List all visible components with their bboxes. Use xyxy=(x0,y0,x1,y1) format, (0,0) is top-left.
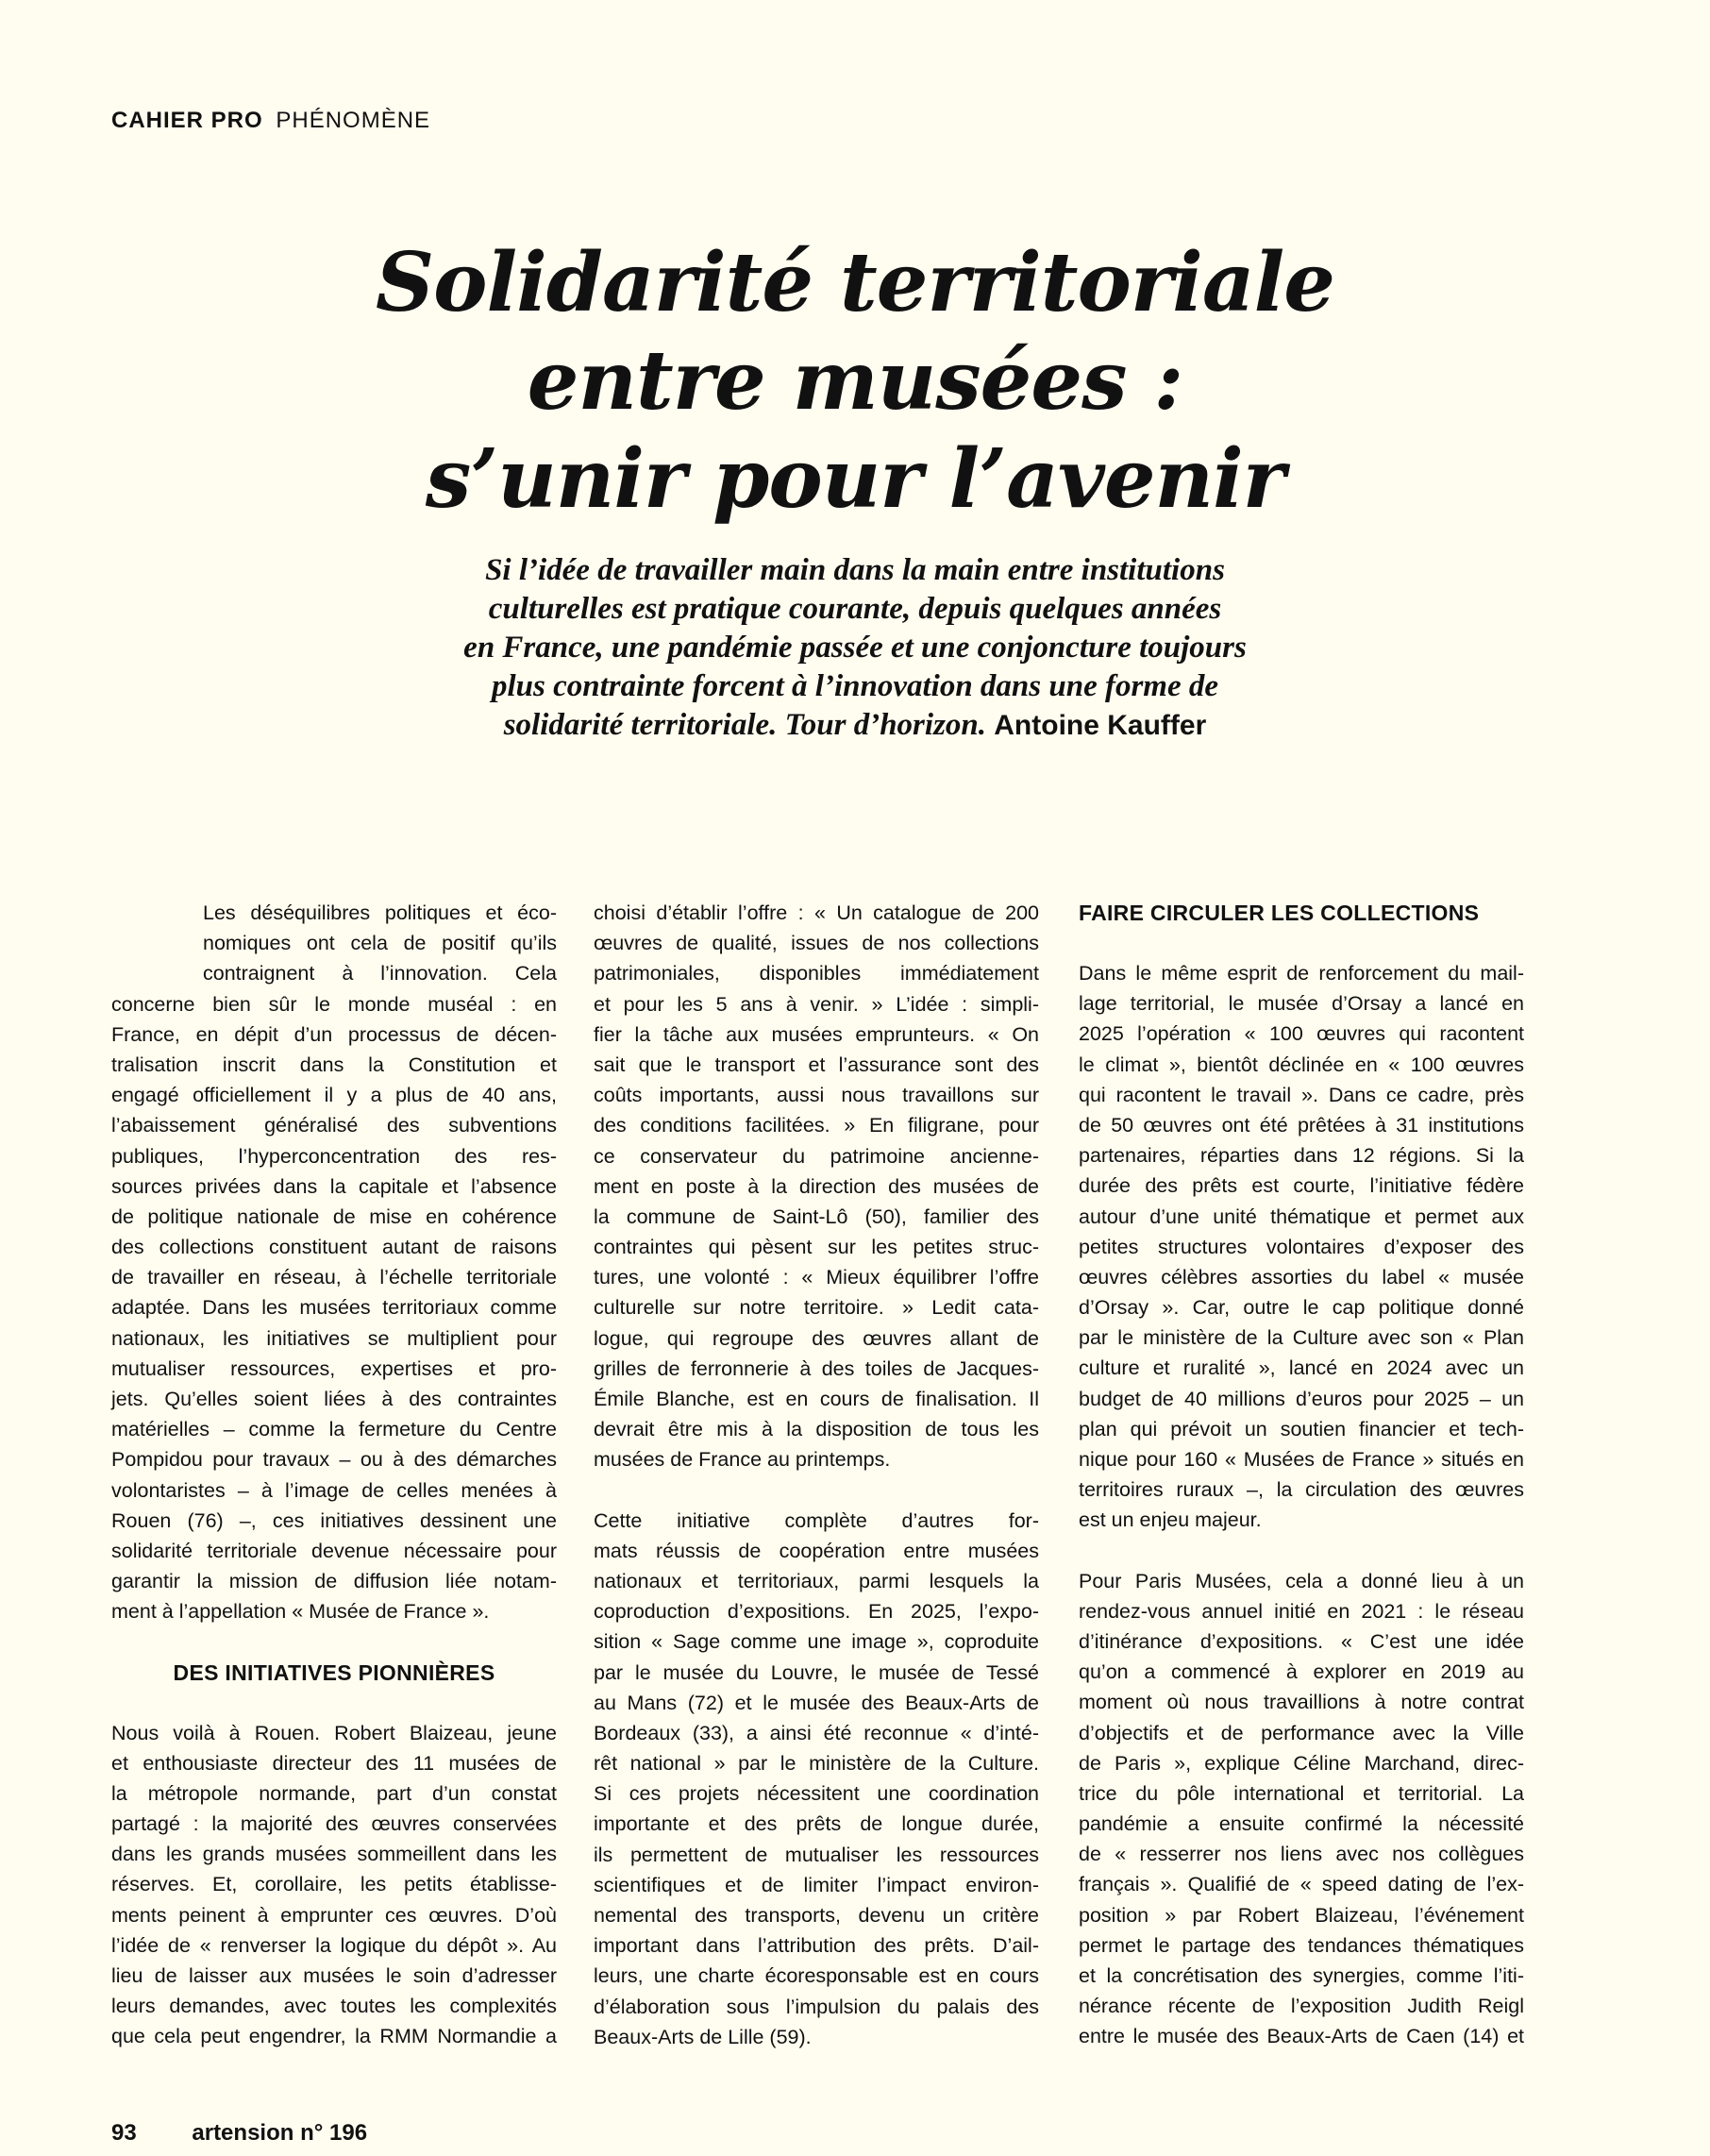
text-line: le climat », bientôt déclinée en « 100 œuvres xyxy=(1079,1053,1524,1076)
text-line: que cela peut engendrer, la RMM Normandie a xyxy=(111,2025,557,2048)
magazine-issue: artension n° 196 xyxy=(192,2120,368,2146)
text-line: nationaux, les initiatives se multiplient pour xyxy=(111,1326,557,1350)
text-line: trice du pôle international et territorial. La xyxy=(1079,1781,1524,1805)
lead-line: Si l’idée de travailler main dans la main entre institutions xyxy=(485,553,1225,587)
text-line: importante et des prêts de longue durée, xyxy=(594,1812,1039,1836)
text-line: jets. Qu’elles soient liées à des contraintes xyxy=(111,1388,557,1410)
text-line: concerne bien sûr le monde muséal : en xyxy=(111,992,557,1016)
lead-line: plus contrainte forcent à l’innovation dans une forme de xyxy=(491,669,1219,703)
text-line: volontaristes – à l’image de celles menées à xyxy=(111,1478,557,1502)
text-line: sition « Sage comme une image », coproduite xyxy=(594,1630,1039,1654)
text-line: tures, une volonté : « Mieux équilibrer l’offre xyxy=(594,1266,1039,1289)
column-3 xyxy=(1079,898,1524,2052)
text-line: Beaux-Arts de Lille (59). xyxy=(594,2025,812,2048)
text-line: des conditions facilitées. » En filigrane, pour xyxy=(594,1114,1039,1137)
lead-line: en France, une pandémie passée et une conjoncture toujours xyxy=(463,631,1247,665)
column-1 xyxy=(111,898,557,2052)
text-line: d’objectifs et de performance avec la Ville xyxy=(1079,1721,1524,1744)
text-line: d’élaboration sous l’impulsion du palais des xyxy=(594,1995,1039,2018)
text-line: publiques, l’hyperconcentration des res- xyxy=(111,1144,557,1168)
text-line: nique pour 160 « Musées de France » situés en xyxy=(1079,1448,1524,1471)
title-line: entre musées : xyxy=(527,333,1183,429)
text-line: nationaux et territoriaux, parmi lesquels la xyxy=(594,1569,1039,1592)
text-line: l’idée de « renverser la logique du dépôt ». Au xyxy=(111,1933,557,1957)
text-line: Dans le même esprit de renforcement du mail- xyxy=(1079,962,1524,985)
text-line: plan qui prévoit un soutien financier et tech- xyxy=(1079,1417,1524,1440)
text-line: logue, qui regroupe des œuvres allant de xyxy=(594,1326,1039,1350)
text-line: territoires ruraux –, la circulation des œuvres xyxy=(1079,1478,1524,1502)
text-line: sources privées dans la capitale et l’absence xyxy=(111,1174,557,1198)
text-line: Rouen (76) –, ces initiatives dessinent une xyxy=(111,1508,557,1532)
page-number: 93 xyxy=(111,2120,137,2146)
text-line: engagé officiellement il y a plus de 40 ans, xyxy=(111,1084,557,1107)
paragraph-gap xyxy=(1079,928,1524,958)
body-paragraph xyxy=(594,898,1039,1475)
text-line: Cette initiative complète d’autres for- xyxy=(594,1508,1039,1532)
section-subheading: DES INITIATIVES PIONNIÈRES xyxy=(173,1659,495,1685)
text-line: la métropole normande, part d’un constat xyxy=(111,1781,557,1805)
text-line: partenaires, réparties dans 12 régions. Si la xyxy=(1079,1144,1524,1168)
text-line: partagé : la majorité des œuvres conservées xyxy=(111,1812,557,1836)
text-line: ment en poste à la direction des musées de xyxy=(594,1174,1039,1198)
text-line: Pompidou pour travaux – ou à des démarches xyxy=(111,1448,557,1472)
text-line: Si ces projets nécessitent une coordination xyxy=(594,1782,1039,1806)
text-line: tralisation inscrit dans la Constitution et xyxy=(111,1053,557,1076)
lead-line xyxy=(0,706,1710,745)
text-line: devrait être mis à la disposition de tous les xyxy=(594,1418,1039,1441)
text-line: de politique nationale de mise en cohérence xyxy=(111,1204,557,1228)
text-line: moment où nous travaillions à notre contrat xyxy=(1079,1691,1524,1714)
text-line: rendez-vous annuel initié en 2021 : le réseau xyxy=(1079,1599,1524,1623)
paragraph-gap xyxy=(111,1688,557,1718)
article-title xyxy=(0,234,1710,529)
text-line: leurs, une charte écoresponsable est en cours xyxy=(594,1964,1039,1988)
text-line: sait que le transport et l’assurance sont des xyxy=(594,1053,1039,1076)
text-line: patrimoniales, disponibles immédiatement xyxy=(594,962,1039,985)
column-2 xyxy=(594,898,1039,2052)
body-paragraph xyxy=(1079,1566,1524,2052)
text-line: Pour Paris Musées, cela a donné lieu à un xyxy=(1079,1569,1524,1592)
body-paragraph xyxy=(111,1718,557,2052)
text-line: solidarité territoriale devenue nécessaire pour xyxy=(111,1539,557,1562)
lead-line: culturelles est pratique courante, depuis quelques années xyxy=(488,592,1222,626)
text-line: la commune de Saint-Lô (50), familier des xyxy=(594,1204,1039,1228)
text-line: et enthousiaste directeur des 11 musées de xyxy=(111,1751,557,1775)
text-line: ils permettent de mutualiser les ressources xyxy=(594,1843,1039,1866)
text-line: réserves. Et, corollaire, les petits établisse- xyxy=(111,1873,557,1896)
section-subheading: FAIRE CIRCULER LES COLLECTIONS xyxy=(1079,901,1480,925)
text-line: et la concrétisation des synergies, comme l’iti- xyxy=(1079,1964,1524,1987)
text-line: mutualiser ressources, expertises et pro- xyxy=(111,1356,557,1380)
text-line: fier la tâche aux musées emprunteurs. « On xyxy=(594,1022,1039,1046)
text-line: Les déséquilibres politiques et éco- xyxy=(203,901,557,924)
text-line: pandémie a ensuite confirmé la nécessité xyxy=(1079,1812,1524,1836)
text-line: important dans l’attribution des prêts. D’ail- xyxy=(594,1934,1039,1958)
text-line: coûts importants, aussi nous travaillons sur xyxy=(594,1084,1039,1107)
text-line: entre le musée des Beaux-Arts de Caen (14) et xyxy=(1079,2025,1524,2048)
text-line: matérielles – comme la fermeture du Centre xyxy=(111,1418,557,1441)
text-line: lage territorial, le musée d’Orsay a lancé en xyxy=(1079,992,1524,1016)
text-line: de « resserrer nos liens avec nos collègues xyxy=(1079,1843,1524,1866)
text-line: position » par Robert Blaizeau, l’événement xyxy=(1079,1903,1524,1927)
paragraph-gap xyxy=(1079,1536,1524,1566)
text-line: culturelle sur notre territoire. » Ledit cata- xyxy=(594,1296,1039,1320)
text-line: d’itinérance d’expositions. « C’est une idée xyxy=(1079,1629,1524,1653)
text-line: œuvres célèbres assorties du label « musée xyxy=(1079,1265,1524,1289)
text-line: coproduction d’expositions. En 2025, l’expo- xyxy=(594,1600,1039,1624)
text-line: ment à l’appellation « Musée de France ». xyxy=(111,1600,490,1624)
text-line: lieu de laisser aux musées le soin d’adresser xyxy=(111,1964,557,1987)
text-line: ments peinent à emprunter ces œuvres. D’où xyxy=(111,1903,557,1927)
text-line: l’abaissement généralisé des subventions xyxy=(111,1114,557,1137)
text-line: durée des prêts est courte, l’initiative fédère xyxy=(1079,1174,1524,1198)
text-line: d’Orsay ». Car, outre le cap politique donné xyxy=(1079,1296,1524,1320)
text-line: nomiques ont cela de positif qu’ils xyxy=(203,932,557,955)
text-line: des collections constituent autant de raisons xyxy=(111,1236,557,1259)
text-line: qu’on a commencé à explorer en 2019 au xyxy=(1079,1660,1524,1684)
text-line: Émile Blanche, est en cours de finalisation. Il xyxy=(594,1388,1039,1410)
title-line: s’unir pour l’avenir xyxy=(425,431,1285,527)
text-line: choisi d’établir l’offre : « Un catalogue de 200 xyxy=(594,901,1039,924)
text-line: permet le partage des tendances thématiques xyxy=(1079,1933,1524,1957)
text-line: Bordeaux (33), a ainsi été reconnue « d’inté- xyxy=(594,1721,1039,1744)
text-line: Nous voilà à Rouen. Robert Blaizeau, jeune xyxy=(111,1721,557,1744)
paragraph-gap xyxy=(111,1627,557,1658)
text-line: rêt national » par le ministère de la Culture. xyxy=(594,1752,1039,1776)
text-line: de Paris », explique Céline Marchand, direc- xyxy=(1079,1751,1524,1775)
article-lead xyxy=(0,551,1710,745)
text-line: musées de France au printemps. xyxy=(594,1448,891,1472)
text-line: mats réussis de coopération entre musées xyxy=(594,1539,1039,1562)
title-line: Solidarité territoriale xyxy=(376,235,1334,330)
text-line: contraintes qui pèsent sur les petites struc- xyxy=(594,1236,1039,1259)
text-line: de 50 œuvres ont été prêtées à 31 institutions xyxy=(1079,1113,1524,1137)
text-line: autour d’une unité thématique et permet aux xyxy=(1079,1204,1524,1228)
author-byline: Antoine Kauffer xyxy=(994,710,1207,741)
text-line: de travailler en réseau, à l’échelle territoriale xyxy=(111,1266,557,1289)
text-line: adaptée. Dans les musées territoriaux comme xyxy=(111,1296,557,1320)
text-line: petites structures volontaires d’exposer des xyxy=(1079,1235,1524,1258)
text-line: contraignent à l’innovation. Cela xyxy=(203,962,557,985)
text-line: qui racontent le travail ». Dans ce cadre, près xyxy=(1079,1083,1524,1106)
text-line: leurs demandes, avec toutes les complexités xyxy=(111,1995,557,2018)
text-line: ce conservateur du patrimoine ancienne- xyxy=(594,1144,1039,1168)
section-label: CAHIER PRO xyxy=(111,108,263,133)
text-line: culture et ruralité », lancé en 2024 avec un xyxy=(1079,1356,1524,1380)
body-paragraph xyxy=(111,898,557,1627)
paragraph-gap xyxy=(594,1475,1039,1506)
text-line: œuvres de qualité, issues de nos collections xyxy=(594,932,1039,955)
page-footer xyxy=(111,2120,367,2147)
text-line: par le ministère de la Culture avec son « Plan xyxy=(1079,1326,1524,1350)
text-line: France, en dépit d’un processus de décen- xyxy=(111,1022,557,1046)
text-line: par le musée du Louvre, le musée de Tessé xyxy=(594,1660,1039,1684)
text-line: budget de 40 millions d’euros pour 2025 – un xyxy=(1079,1387,1524,1410)
lead-line-text: solidarité territoriale. Tour d’horizon. xyxy=(503,708,987,742)
text-line: est un enjeu majeur. xyxy=(1079,1508,1262,1532)
body-paragraph xyxy=(594,1506,1039,2052)
rubric-label: PHÉNOMÈNE xyxy=(276,108,431,133)
text-line: et pour les 5 ans à venir. » L’idée : simpli- xyxy=(594,992,1039,1016)
text-line: français ». Qualifié de « speed dating de l’ex- xyxy=(1079,1873,1524,1896)
text-line: dans les grands musées sommeillent dans les xyxy=(111,1843,557,1866)
text-line: au Mans (72) et le musée des Beaux-Arts de xyxy=(594,1691,1039,1714)
text-line: 2025 l’opération « 100 œuvres qui racontent xyxy=(1079,1022,1524,1046)
text-line: grilles de ferronnerie à des toiles de Jacques- xyxy=(594,1356,1039,1380)
text-line: nemental des transports, devenu un critère xyxy=(594,1904,1039,1927)
body-paragraph xyxy=(1079,958,1524,1536)
text-line: scientifiques et de limiter l’impact environ- xyxy=(594,1873,1039,1896)
section-rubric xyxy=(111,108,430,134)
text-line: nérance récente de l’exposition Judith Reigl xyxy=(1079,1995,1524,2018)
text-line: garantir la mission de diffusion liée notam- xyxy=(111,1570,557,1593)
